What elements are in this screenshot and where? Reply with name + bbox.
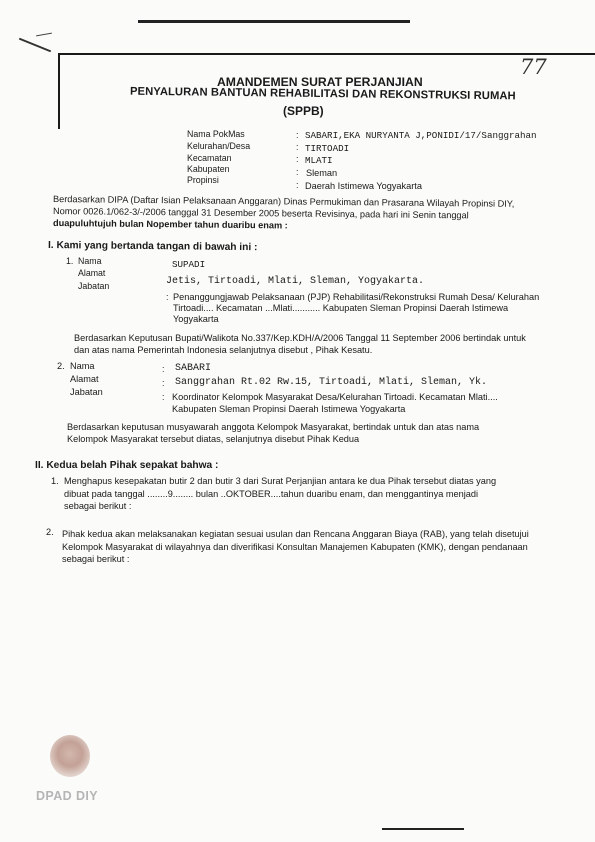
info-value-kabupaten: Sleman <box>306 168 338 178</box>
party-2-label-jabatan: Jabatan <box>70 387 103 397</box>
item-1-line-2: dibuat pada tanggal ........9........ bulan ..OKTOBER....tahun duaribu enam, dan menggantinya menjadi <box>64 489 479 499</box>
party-1-label-alamat: Alamat <box>78 268 106 278</box>
section-1-heading: I. Kami yang bertanda tangan di bawah ini : <box>47 240 258 254</box>
item-1-number: 1. <box>51 476 59 486</box>
item-2-number: 2. <box>46 527 54 537</box>
party-2-label-alamat: Alamat <box>70 374 99 384</box>
party-1-desc-line-1: Berdasarkan Keputusan Bupati/Walikota No.337/Kep.KDH/A/2006 Tanggal 11 September 2006 bertindak untuk <box>74 333 526 343</box>
item-1-line-3: sebagai berikut : <box>64 501 132 511</box>
party-2-desc-line-2: Kelompok Masyarakat tersebut diatas, selanjutnya disebut Pihak Kedua <box>67 434 360 444</box>
info-label-kecamatan: Kecamatan <box>187 153 232 163</box>
intro-line-1: Berdasarkan DIPA (Daftar Isian Pelaksanaan Anggaran) Dinas Permukiman dan Prasarana Wilayah Propinsi DIY, <box>52 194 515 209</box>
info-colon: : <box>296 167 299 177</box>
party-2-jabatan-line-2: Kabupaten Sleman Propinsi Daerah Istimewa Yogyakarta <box>172 404 406 414</box>
section-2-heading: II. Kedua belah Pihak sepakat bahwa : <box>35 460 219 471</box>
pen-mark <box>19 38 51 53</box>
party-1-nama: SUPADI <box>172 259 206 270</box>
party-2-jabatan-line-1: Koordinator Kelompok Masyarakat Desa/Kelurahan Tirtoadi. Kecamatan Mlati.... <box>172 392 498 402</box>
party-2-alamat: Sanggrahan Rt.02 Rw.15, Tirtoadi, Mlati, Sleman, Yk. <box>175 377 488 388</box>
faded-seal-stamp <box>50 735 90 777</box>
party-1-desc-line-2: dan atas nama Pemerintah Indonesia selanjutnya disebut , Pihak Kesatu. <box>74 345 373 355</box>
party-2-desc-line-1: Berdasarkan keputusan musyawarah anggota Kelompok Masyarakat, bertindak untuk dan atas nama <box>67 422 480 432</box>
item-2-line-3: sebagai berikut : <box>62 554 130 564</box>
info-label-pokmas: Nama PokMas <box>187 129 245 139</box>
party-1-colon: : <box>166 292 169 302</box>
handwritten-page-number: 77 <box>520 55 547 79</box>
item-2-line-1: Pihak kedua akan melaksanakan kegiatan sesuai usulan dan Rencana Anggaran Biaya (RAB), yang telah disetujui <box>62 529 529 539</box>
party-1-number: 1. <box>66 256 74 266</box>
item-2-line-2: Kelompok Masyarakat di wilayahnya dan diverifikasi Konsultan Manajemen Kabupaten (KMK), dengan pendanaan <box>62 542 528 552</box>
party-1-alamat: Jetis, Tirtoadi, Mlati, Sleman, Yogyakarta. <box>166 276 425 287</box>
party-1-label-nama: Nama <box>78 256 102 266</box>
party-2-colon: : <box>162 364 165 374</box>
title-line-2: PENYALURAN BANTUAN REHABILITASI DAN REKONSTRUKSI RUMAH <box>129 85 516 103</box>
info-colon: : <box>296 154 299 164</box>
info-label-kabupaten: Kabupaten <box>187 164 230 174</box>
pen-mark-small <box>36 33 52 37</box>
info-colon: : <box>296 130 299 140</box>
info-value-propinsi: Daerah Istimewa Yogyakarta <box>305 181 422 191</box>
party-2-colon: : <box>162 392 165 402</box>
party-1-jabatan-line-2: Tirtoadi.... Kecamatan ...Mlati........... Kabupaten Sleman Propinsi Daerah Istimewa <box>173 303 509 313</box>
party-2-label-nama: Nama <box>70 361 95 371</box>
title-line-1: AMANDEMEN SURAT PERJANJIAN <box>217 75 423 89</box>
party-1-jabatan-line-1: Penanggungjawab Pelaksanaan (PJP) Rehabilitasi/Rekonstruksi Rumah Desa/ Kelurahan <box>173 292 540 302</box>
party-1-jabatan-line-3: Yogyakarta <box>173 314 219 324</box>
party-2-nama: SABARI <box>175 363 212 374</box>
intro-line-3: duapuluhtujuh bulan Nopember tahun duaribu enam : <box>52 218 288 231</box>
title-line-3: (SPPB) <box>283 104 324 118</box>
item-1-line-1: Menghapus kesepakatan butir 2 dan butir 3 dari Surat Perjanjian antara ke dua Pihak tersebut diatas yang <box>64 476 497 486</box>
info-colon: : <box>296 142 299 152</box>
top-rule <box>138 20 410 23</box>
bottom-rule <box>382 828 464 830</box>
info-value-kecamatan: MLATI <box>305 155 333 166</box>
info-value-kelurahan: TIRTOADI <box>305 143 350 154</box>
archive-watermark: DPAD DIY <box>36 789 99 803</box>
info-label-propinsi: Propinsi <box>187 175 219 185</box>
party-2-number: 2. <box>57 361 65 371</box>
info-value-pokmas: SABARI,EKA NURYANTA J,PONIDI/17/Sanggrahan <box>305 130 537 141</box>
party-2-colon: : <box>162 378 165 388</box>
info-colon: : <box>296 180 299 190</box>
intro-line-2: Nomor 0026.1/062-3/-/2006 tanggal 31 Desember 2005 beserta Revisinya, pada hari ini Senin tanggal <box>52 206 469 221</box>
info-label-kelurahan: Kelurahan/Desa <box>187 141 251 151</box>
party-1-label-jabatan: Jabatan <box>78 281 110 291</box>
